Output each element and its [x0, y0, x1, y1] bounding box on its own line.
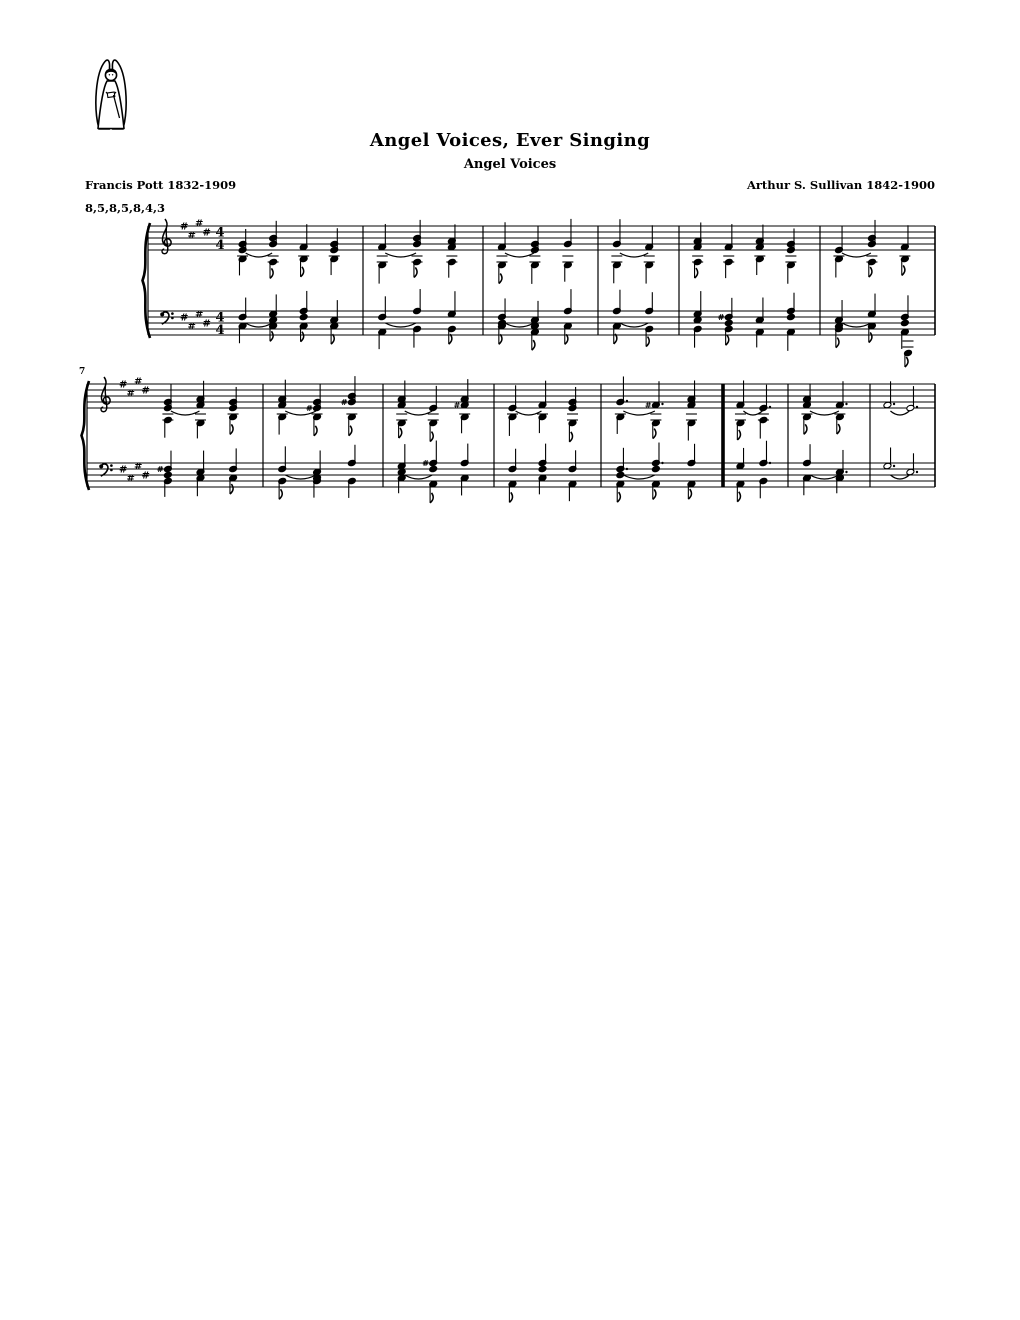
svg-text:#: #: [156, 465, 164, 474]
clefs: [160, 219, 174, 324]
barlines: [87, 384, 935, 487]
system-brace: [143, 223, 151, 338]
svg-text:#: #: [187, 230, 196, 242]
svg-text:#: #: [202, 227, 211, 239]
staff-lines: [148, 226, 935, 335]
measure-4: [507, 381, 578, 503]
barlines: [148, 226, 935, 335]
time-signature: [215, 226, 224, 339]
hymn-meter: 8,5,8,5,8,4,3: [85, 201, 166, 215]
svg-text:4: 4: [215, 310, 225, 326]
measure-2: [377, 220, 458, 349]
svg-text:#: #: [180, 312, 189, 324]
svg-text:#: #: [119, 379, 128, 391]
svg-text:#: #: [195, 309, 204, 321]
svg-text:#: #: [141, 385, 150, 397]
svg-text:#: #: [340, 398, 348, 407]
measure-5: [692, 222, 796, 350]
svg-text:#: #: [717, 313, 725, 322]
measure-7: [801, 381, 847, 495]
treble-clef-icon: [162, 219, 171, 254]
svg-text:#: #: [187, 321, 196, 333]
key-signature: [119, 377, 150, 485]
clefs: [99, 377, 113, 476]
svg-text:#: #: [180, 221, 189, 233]
page-title: Angel Voices, Ever Singing: [369, 130, 651, 151]
bass-clef-icon: [99, 464, 113, 476]
lyricist-credit: Francis Pott 1832-1909: [85, 178, 237, 192]
svg-text:4: 4: [215, 225, 225, 241]
measure-6: [833, 220, 910, 349]
svg-text:#: #: [306, 404, 313, 413]
svg-text:#: #: [202, 318, 211, 330]
svg-text:#: #: [422, 459, 429, 468]
measure-number-label: 7: [79, 367, 86, 377]
svg-text:#: #: [126, 388, 135, 400]
svg-text:#: #: [134, 376, 143, 388]
system-2: [82, 376, 936, 503]
measure-3: [496, 219, 573, 350]
svg-text:#: #: [644, 401, 652, 410]
measure-5: [615, 376, 697, 502]
staff-lines: [87, 384, 935, 487]
measure-3: [396, 379, 470, 503]
measure-8: [883, 381, 918, 479]
key-signature: [180, 219, 211, 333]
tune-name: Angel Voices: [463, 157, 557, 172]
system-brace: [82, 381, 90, 490]
composer-credit: Arthur S. Sullivan 1842-1900: [746, 178, 935, 192]
svg-text:#: #: [195, 218, 204, 230]
angel-eye: [112, 74, 113, 75]
low-bass-note: [903, 341, 914, 367]
measure-1: [237, 221, 340, 344]
svg-text:#: #: [134, 461, 143, 473]
angel-logo-icon: [88, 54, 134, 132]
svg-text:4: 4: [215, 323, 225, 338]
bass-clef-icon: [160, 312, 174, 324]
svg-text:4: 4: [215, 238, 225, 253]
system-1: [143, 219, 936, 368]
svg-text:#: #: [126, 473, 135, 485]
svg-text:#: #: [119, 464, 128, 476]
angel-eye: [109, 74, 110, 75]
svg-text:#: #: [141, 470, 150, 482]
measure-2: [277, 376, 358, 499]
measure-1: [157, 381, 239, 497]
svg-text:#: #: [453, 401, 461, 410]
treble-clef-icon: [101, 377, 110, 412]
measure-4: [611, 219, 654, 346]
measure-6: [735, 380, 771, 501]
